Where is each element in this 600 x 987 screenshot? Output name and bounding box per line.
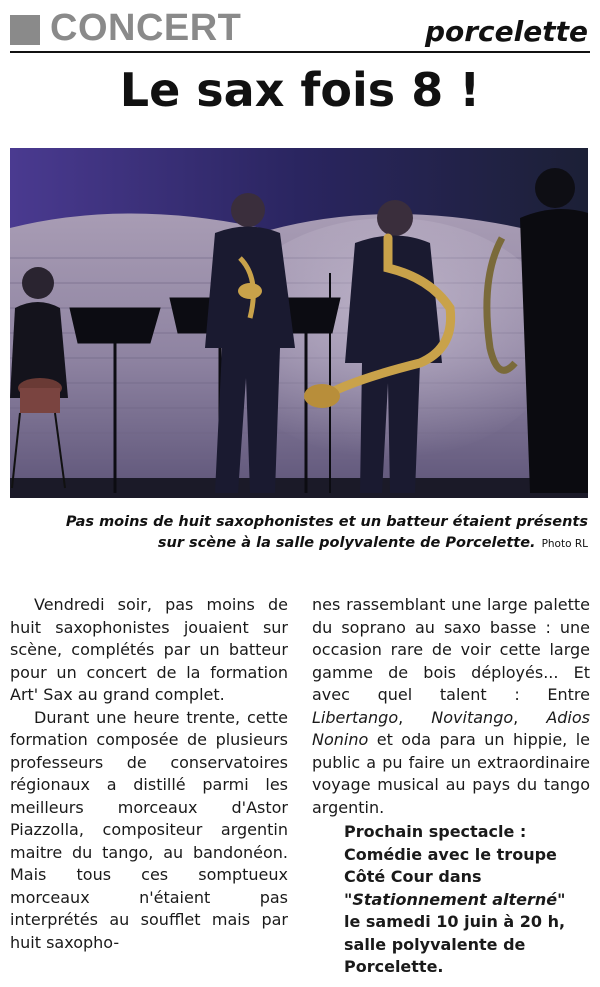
- tango-title-adios-nonino: Adios Nonino: [312, 707, 590, 749]
- article-column-2: [312, 594, 590, 979]
- article-paragraph-3-end: et oda para un hippie, le public a pu faire un extraordinaire voyage musical au pays du tango argentin.: [312, 730, 590, 817]
- notice-line-7: Porcelette.: [344, 957, 444, 976]
- article-column-1: [10, 594, 288, 954]
- notice-line-1: Prochain spectacle :: [344, 822, 527, 841]
- notice-line-3: Côté Cour dans: [344, 867, 482, 886]
- concert-photo: [10, 148, 588, 498]
- article-paragraph-3: [312, 594, 590, 819]
- title-separator-2: ,: [513, 707, 547, 727]
- tango-title-libertango: Libertango: [312, 707, 399, 727]
- caption-line-2: [18, 533, 588, 555]
- quote-close: ": [557, 889, 566, 909]
- article-headline: Le sax fois 8 !: [119, 63, 481, 117]
- next-show-notice: [312, 821, 590, 979]
- article-paragraph-1: Vendredi soir, pas moins de huit saxophonistes jouaient sur scène, complétés par un batteur pour un concert de la formation Art' Sax au grand complet.: [10, 595, 288, 704]
- caption-text: sur scène à la salle polyvalente de Porcelette.: [157, 535, 536, 551]
- notice-line-6: salle polyvalente de: [344, 934, 526, 954]
- article-paragraph-2: Durant une heure trente, cette formation composée de plusieurs professeurs de conservatoires régionaux a distillé parmi les meilleurs morceaux d'Astor Piazzolla, compositeur argentin maitre du tango, au bandonéon. Mais tous ces somptueux morceaux n'étaient pas interprétés au soufflet mais par huit saxopho-: [10, 707, 288, 952]
- stage-illustration: [10, 148, 588, 498]
- section-rubric: CONCERT: [50, 7, 242, 49]
- section-marker-block: [10, 15, 40, 45]
- notice-line-5: le samedi 10 juin à 20 h,: [344, 912, 566, 931]
- notice-line-2: Comédie avec le troupe: [344, 844, 557, 864]
- section-header: [10, 8, 590, 50]
- town-label: porcelette: [424, 15, 588, 48]
- title-separator-1: ,: [398, 707, 432, 727]
- notice-line-4: [344, 889, 590, 912]
- article-paragraph-3-start: nes rassemblant une large palette du soprano au saxo basse : une occasion rare de voir cette large gamme de bois déployés... Et avec quel talent : Entre: [312, 595, 590, 704]
- quote-open: ": [344, 889, 353, 909]
- header-rule: [10, 51, 590, 53]
- tango-title-novitango: Novitango: [431, 707, 514, 727]
- caption-line-1: Pas moins de huit saxophonistes et un batteur étaient présents: [65, 514, 588, 530]
- show-title: Stationnement alterné: [352, 889, 558, 909]
- photo-credit: Photo RL: [541, 538, 588, 550]
- photo-caption: [18, 512, 588, 555]
